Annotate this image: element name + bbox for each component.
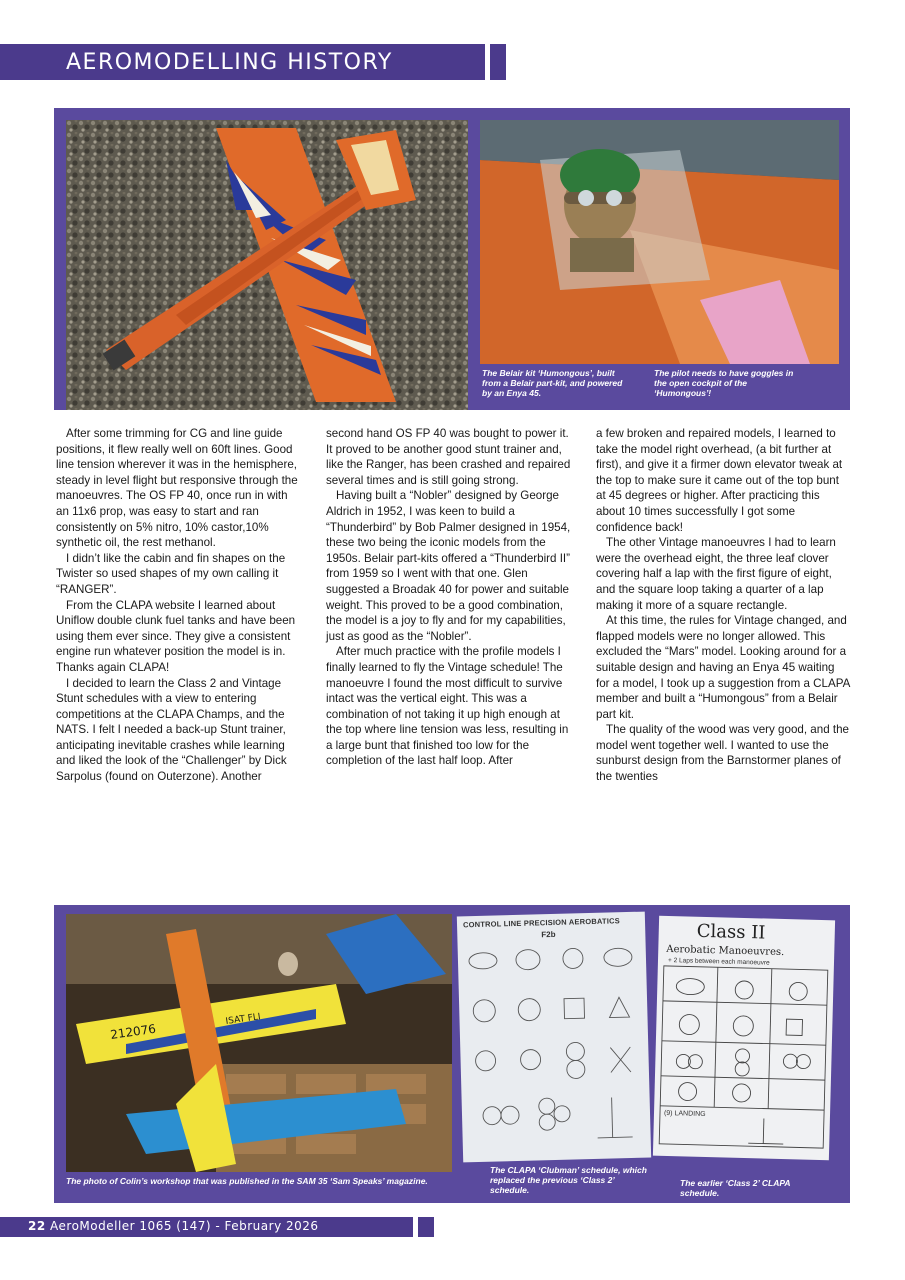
paragraph: From the CLAPA website I learned about Uniflow double clunk fuel tanks and have been using them ever since. They give a consistent engine run whatever position the model is in. Thanks again CLAPA! [56, 598, 296, 674]
section-title: AEROMODELLING HISTORY [66, 50, 393, 75]
plane-registration: 212076 [109, 1021, 157, 1042]
plane-name: ISAT FLI [225, 1012, 262, 1027]
paragraph: Having built a “Nobler” designed by George Aldrich in 1952, I was keen to build a “Thunderbird” by Bob Palmer designed in 1954, these two being the iconic models from the 1950s. Belair part-kits offered a “Thunderbird II” from 1959 so I went with that one. Glen suggested a Broadak 40 for power and suitable weight. This proved to be a good combination, the model is a joy to fly and for my capabilities, just as good as the “Nobler”. [326, 489, 571, 643]
article-column-2 [326, 426, 576, 769]
clubman-schedule-sheet [457, 912, 651, 1163]
workshop-caption: The photo of Colin’s workshop that was published in the SAM 35 ‘Sam Speaks’ magazine. [66, 1176, 428, 1186]
page-number: 22 [28, 1219, 46, 1233]
sunburst-plane-illustration [66, 120, 468, 410]
paragraph: The quality of the wood was very good, and the model went together well. I wanted to use the sunburst design from the Barnstormer planes of the twenties [596, 723, 849, 784]
footer-line [28, 1219, 319, 1233]
paragraph: I decided to learn the Class 2 and Vintage Stunt schedules with a view to entering competitions at the CLAPA Champs, and the NATS. I felt I needed a back-up Stunt trainer, anticipating inevitable crashes while learning and liked the look of the “Challenger” by Dick Sarpolus (found on Outerzone). Another [56, 676, 287, 784]
paragraph: After much practice with the profile models I finally learned to fly the Vintage schedule! The manoeuvre I found the most difficult to survive intact was the vertical eight. This was a combination of not taking it up high enough at the top where line tension was less, resulting in a large bunt that finished too low for the completion of the last half loop. After [326, 645, 569, 768]
schedule-code: F2b [541, 929, 556, 940]
paragraph: second hand OS FP 40 was bought to power it. It proved to be another good stunt trainer and, like the Ranger, has been crashed and repaired several times and is still going strong. [326, 427, 571, 487]
paragraph: The other Vintage manoeuvres I had to learn were the overhead eight, the three leaf clover covering half a lap with the first figure of eight, and the square loop taking a quarter of a lap making it more of a square rectangle. [596, 536, 836, 612]
article-column-3 [596, 426, 850, 785]
pilot-goggles-caption: The pilot needs to have goggles in the open cockpit of the ‘Humongous’! [654, 368, 794, 398]
class2-title: Class II [696, 920, 766, 944]
clubman-caption: The CLAPA ‘Clubman’ schedule, which replaced the previous ‘Class 2’ schedule. [490, 1165, 647, 1195]
paragraph: a few broken and repaired models, I learned to take the model right overhead, (a bit further at first), and give it a firmer down elevator tweak at the top to make sure it came out of the top bunt at 45 degrees or higher. After practicing this about 10 times successfully I got some confidence back! [596, 427, 843, 534]
workshop-illustration [66, 914, 452, 1172]
schedule-title: CONTROL LINE PRECISION AEROBATICS [462, 916, 620, 930]
sunburst-plane-photo [66, 120, 468, 410]
class2-schedule-sheet [653, 916, 835, 1161]
class2-caption: The earlier ‘Class 2’ CLAPA schedule. [680, 1178, 791, 1198]
class2-subtitle: Aerobatic Manoeuvres. [666, 943, 785, 959]
paragraph: I didn’t like the cabin and fin shapes on the Twister so used shapes of my own calling it “RANGER”. [56, 551, 286, 596]
workshop-photo [66, 914, 452, 1172]
class2-landing: (9) LANDING [663, 1109, 706, 1119]
belair-kit-caption: The Belair kit ‘Humongous’, built from a Belair part-kit, and powered by an Enya 45. [482, 368, 623, 398]
cockpit-pilot-photo [480, 120, 839, 364]
schedule-diagrams [457, 912, 651, 1163]
paragraph: After some trimming for CG and line guide positions, it flew really well on 60ft lines. Good line tension wherever it was in the hemisphere, steady in level flight but responsive through the manoeuvres. The OS FP 40, once run in with an 11x6 prop, was easy to start and ran consistently on 5% nitro, 10% castor,10% synthetic oil, the rest methanol. [56, 427, 298, 550]
issue-info: AeroModeller 1065 (147) - February 2026 [50, 1219, 319, 1233]
class2-diagrams [653, 916, 835, 1161]
paragraph: At this time, the rules for Vintage changed, and flapped models were no longer allowed. This excluded the “Mars” model. Looking around for a suitable design and having an Enya 45 waiting for a model, I took up a suggestion from a CLAPA member and built a “Humongous” from a Belair part kit. [596, 614, 850, 721]
article-column-1 [56, 426, 302, 785]
cockpit-illustration [480, 120, 839, 364]
header-accent-tab [490, 44, 506, 80]
footer-accent-tab [418, 1217, 434, 1237]
class2-note: + 2 Laps between each manoeuvre [667, 956, 770, 967]
